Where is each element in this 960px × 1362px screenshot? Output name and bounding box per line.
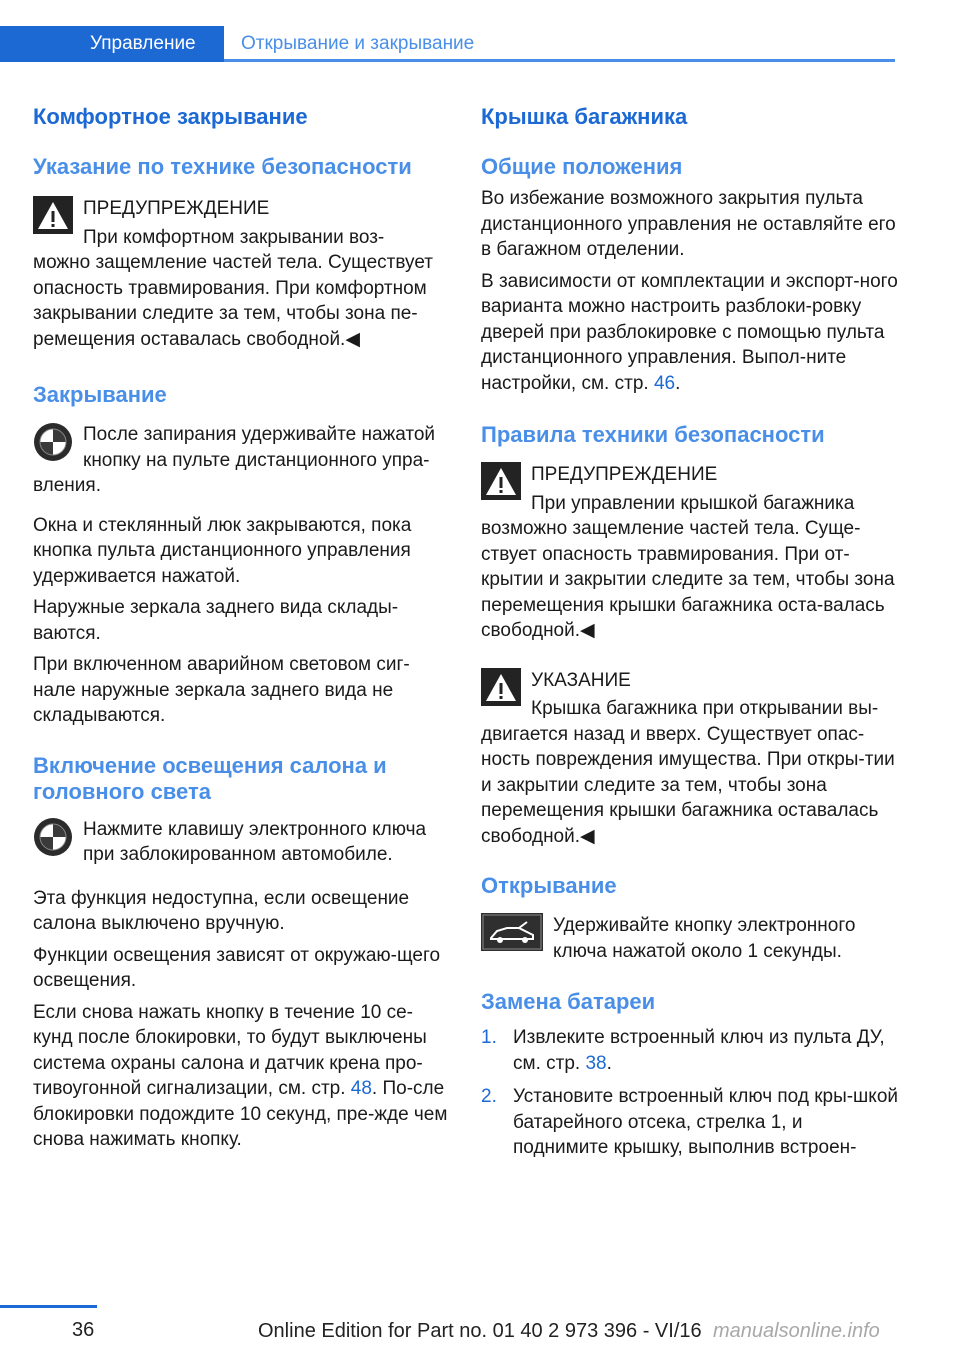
lighting-text-2: Эта функция недоступна, если освещение салона выключено вручную. [33, 887, 410, 934]
footer-divider [0, 1305, 97, 1308]
notice-block [481, 668, 899, 850]
warning-block-1 [33, 196, 451, 352]
warning-1-text: можно защемление частей тела. Существует опасность травмирования. При комфортном закрывании следите за тем, чтобы зона пе-ремещения оставалась свободной.◀ [33, 252, 433, 350]
safety-rules-heading: Правила техники безопасности [481, 422, 825, 447]
header-section-tab[interactable]: Управление [0, 26, 224, 62]
list-item-number: 2. [481, 1086, 497, 1107]
list-item [481, 1025, 899, 1076]
warning-1-first-line: При комфортном закрывании воз- [83, 226, 385, 248]
lighting-text-4b: . По-сле блокировки подождите 10 секунд, пре-жде чем снова нажимать кнопку. [33, 1078, 448, 1150]
left-column [33, 100, 451, 1153]
page-header [0, 26, 895, 62]
list-item-text-end: . [606, 1052, 612, 1074]
page-link-46[interactable]: 46 [653, 372, 676, 394]
warning-2-first-line: При управлении крышкой багажника [531, 492, 855, 514]
list-item-text: Извлеките встроенный ключ из пульта ДУ, см. стр. [513, 1027, 885, 1074]
opening-heading: Открывание [481, 873, 617, 898]
page-link-38[interactable]: 38 [585, 1052, 607, 1074]
battery-steps-list [481, 1025, 899, 1161]
lighting-text-1: Нажмите клавишу электронного ключа при заблокированном автомобиле. [83, 818, 427, 865]
lighting-text-4a: Если снова нажать кнопку в течение 10 се-кунд после блокировки, то будут выключены система охраны салона и датчик крена про-тивоугонной сигнализации, см. стр. [33, 1001, 427, 1099]
warning-2-title: ПРЕДУПРЕЖДЕНИЕ [531, 464, 718, 485]
comfort-close-heading: Комфортное закрывание [33, 104, 308, 129]
closing-text-1: После запирания удерживайте нажатой кнопку на пульте дистанционного упра- [83, 424, 436, 471]
page-link-48[interactable]: 48 [350, 1078, 372, 1099]
right-column [481, 100, 899, 1161]
page-number: 36 [72, 1319, 95, 1341]
closing-heading: Закрывание [33, 382, 167, 407]
warning-1-title: ПРЕДУПРЕЖДЕНИЕ [83, 198, 270, 219]
warning-triangle-icon [481, 462, 521, 505]
bmw-note-closing [33, 422, 451, 499]
notice-first-line: Крышка багажника при открывании вы- [531, 698, 879, 719]
watermark-text: manualsonline.info [713, 1320, 880, 1342]
closing-text-3: Наружные зеркала заднего вида склады-ваются. [33, 597, 399, 644]
lighting-text-4 [33, 1000, 451, 1153]
closing-text-1-end: вления. [33, 475, 101, 496]
bmw-logo-icon [33, 817, 73, 862]
lighting-heading: Включение освещения салона и головного света [33, 752, 387, 804]
general-text-2 [481, 269, 899, 397]
warning-2-text: возможно защемление частей тела. Суще-ствует опасность травмирования. При от-крытии и закрытии следите за тем, чтобы зона перемещения крышки багажника оста-валась свободной.◀ [481, 518, 895, 641]
car-trunk-icon [481, 913, 543, 956]
battery-heading: Замена батареи [481, 989, 656, 1014]
notice-text: двигается назад и вверх. Существует опас-ность повреждения имущества. При откры-тии и закрытии следите за тем, чтобы зона перемещения крышки багажника оставалась свободной.◀ [481, 723, 895, 847]
header-divider [224, 59, 895, 62]
list-item [481, 1084, 899, 1161]
bmw-logo-icon [33, 422, 73, 467]
list-item-number: 1. [481, 1027, 497, 1048]
general-heading: Общие положения [481, 154, 683, 179]
bmw-note-lighting [33, 817, 451, 868]
list-item-text: Установите встроенный ключ под кры-шкой батарейного отсека, стрелка 1, и поднимите крышку, выполнив встроен- [513, 1086, 899, 1158]
safety-note-heading: Указание по технике безопасности [33, 154, 412, 179]
general-text-2a: В зависимости от комплектации и экспорт-ного варианта можно настроить разблоки-ровку дверей при разблокировке с помощью пульта дистанционного управления. Выпол-ните настройки, см. стр. [481, 270, 898, 394]
opening-text: Удерживайте кнопку электронного ключа нажатой около 1 секунды. [553, 915, 856, 962]
general-text-1: Во избежание возможного закрытия пульта дистанционного управления не оставляйте его в багажном отделении. [481, 188, 896, 260]
general-text-2b: . [675, 372, 681, 394]
header-subsection-tab[interactable]: Открывание и закрывание [241, 33, 475, 54]
warning-triangle-icon [481, 668, 521, 711]
warning-triangle-icon [33, 196, 73, 239]
closing-text-4: При включенном аварийном световом сиг-нале наружные зеркала заднего вида не складываются. [33, 654, 410, 726]
warning-block-2 [481, 462, 899, 644]
trunk-lid-heading: Крышка багажника [481, 104, 688, 129]
notice-title: УКАЗАНИЕ [531, 669, 631, 691]
closing-text-2: Окна и стеклянный люк закрываются, пока кнопка пульта дистанционного управления удерживается нажатой. [33, 514, 412, 587]
opening-note [481, 913, 899, 965]
lighting-text-3: Функции освещения зависят от окружаю-щего освещения. [33, 944, 441, 991]
edition-info: Online Edition for Part no. 01 40 2 973 396 - VI/16 [258, 1320, 702, 1342]
